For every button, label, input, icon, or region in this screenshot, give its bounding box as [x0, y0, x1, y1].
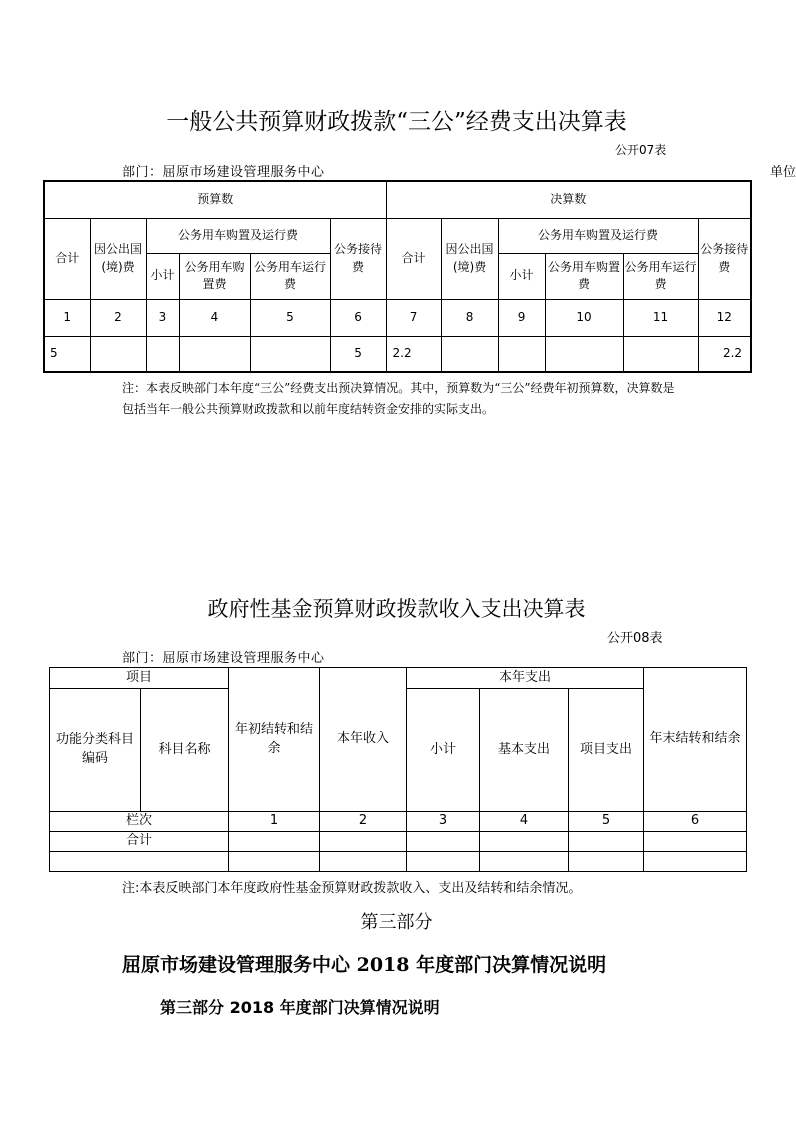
table1-dept: 部门：屈原市场建设管理服务中心 — [122, 165, 325, 180]
cell-final-reception: 2.2 — [698, 336, 751, 372]
col-vehicle-budget: 公务用车购置及运行费 — [146, 218, 330, 253]
col-abroad-final: 因公出国(境)费 — [441, 218, 498, 299]
header-subtotal: 小计 — [407, 689, 480, 812]
table-cell — [407, 831, 480, 851]
col-number: 1 — [44, 299, 90, 336]
col-number: 3 — [146, 299, 179, 336]
table2-title: 政府性基金预算财政拨款收入支出决算表 — [207, 597, 586, 621]
col-number: 7 — [386, 299, 441, 336]
col-purchase-final: 公务用车购置费 — [545, 253, 623, 299]
table1 — [43, 180, 752, 373]
table1-code: 公开07表 — [615, 143, 667, 157]
table-cell — [480, 831, 569, 851]
table-cell — [569, 851, 644, 871]
total-label: 合计 — [50, 831, 229, 851]
table1-unit: 单位 — [770, 165, 796, 180]
table-cell — [569, 831, 644, 851]
section-title: 第三部分 2018 年度部门决算情况说明 — [160, 998, 440, 1017]
table2-dept: 部门：屈原市场建设管理服务中心 — [122, 651, 325, 666]
col-operation-budget: 公务用车运行费 — [250, 253, 330, 299]
col-number: 3 — [407, 812, 480, 832]
table-cell — [229, 851, 320, 871]
part-heading: 第三部分 — [360, 912, 433, 933]
table1-title: 一般公共预算财政拨款“三公”经费支出决算表 — [166, 109, 627, 135]
cell-final-subtotal — [498, 336, 545, 372]
col-total-budget: 合计 — [44, 218, 90, 299]
col-number: 8 — [441, 299, 498, 336]
header-begin-balance: 年初结转和结余 — [229, 668, 320, 812]
cell-budget-abroad — [90, 336, 146, 372]
cell-budget-purchase — [179, 336, 250, 372]
col-number: 2 — [320, 812, 407, 832]
cell-budget-subtotal — [146, 336, 179, 372]
col-number: 2 — [90, 299, 146, 336]
table-cell — [644, 831, 747, 851]
col-number: 10 — [545, 299, 623, 336]
col-number: 4 — [179, 299, 250, 336]
cell-final-abroad — [441, 336, 498, 372]
header-func-code: 功能分类科目编码 — [50, 689, 141, 812]
col-number: 5 — [569, 812, 644, 832]
table-cell — [480, 851, 569, 871]
doc-title: 屈原市场建设管理服务中心 2018 年度部门决算情况说明 — [122, 954, 607, 976]
col-number: 12 — [698, 299, 751, 336]
table-row — [44, 336, 751, 372]
col-vehicle-final: 公务用车购置及运行费 — [498, 218, 698, 253]
col-number: 1 — [229, 812, 320, 832]
header-expense: 本年支出 — [407, 668, 644, 689]
cell-final-total: 2.2 — [386, 336, 441, 372]
header-income: 本年收入 — [320, 668, 407, 812]
table2 — [49, 667, 747, 872]
table-cell — [644, 851, 747, 871]
col-number: 6 — [330, 299, 386, 336]
header-project: 项目 — [50, 668, 229, 689]
col-number: 11 — [623, 299, 698, 336]
table-cell — [407, 851, 480, 871]
header-project-expense: 项目支出 — [569, 689, 644, 812]
table-cell — [320, 831, 407, 851]
cell-budget-reception: 5 — [330, 336, 386, 372]
table2-note: 注:本表反映部门本年度政府性基金预算财政拨款收入、支出及结转和结余情况。 — [122, 881, 582, 896]
table-row — [50, 851, 747, 871]
col-number: 4 — [480, 812, 569, 832]
total-row — [50, 831, 747, 851]
col-reception-budget: 公务接待费 — [330, 218, 386, 299]
col-number: 6 — [644, 812, 747, 832]
column-number-row — [50, 812, 747, 832]
table-cell — [50, 851, 229, 871]
group-final-header: 决算数 — [386, 181, 751, 218]
col-operation-final: 公务用车运行费 — [623, 253, 698, 299]
header-end-balance: 年末结转和结余 — [644, 668, 747, 812]
cell-budget-total: 5 — [44, 336, 90, 372]
table-cell — [229, 831, 320, 851]
cell-final-operation — [623, 336, 698, 372]
row-label: 栏次 — [50, 812, 229, 832]
header-subject: 科目名称 — [141, 689, 229, 812]
col-total-final: 合计 — [386, 218, 441, 299]
col-abroad-budget: 因公出国(境)费 — [90, 218, 146, 299]
col-subtotal-budget: 小计 — [146, 253, 179, 299]
col-reception-final: 公务接待费 — [698, 218, 751, 299]
col-number: 9 — [498, 299, 545, 336]
cell-budget-operation — [250, 336, 330, 372]
table2-code: 公开08表 — [607, 631, 663, 646]
group-budget-header: 预算数 — [44, 181, 386, 218]
col-number: 5 — [250, 299, 330, 336]
table1-note: 注：本表反映部门本年度“三公”经费支出预决算情况。其中，预算数为“三公”经费年初预算数，决算数是包括当年一般公共预算财政拨款和以前年度结转资金安排的实际支出。 — [122, 381, 675, 416]
table-cell — [320, 851, 407, 871]
column-number-row — [44, 299, 751, 336]
cell-final-purchase — [545, 336, 623, 372]
col-subtotal-final: 小计 — [498, 253, 545, 299]
col-purchase-budget: 公务用车购置费 — [179, 253, 250, 299]
header-basic: 基本支出 — [480, 689, 569, 812]
